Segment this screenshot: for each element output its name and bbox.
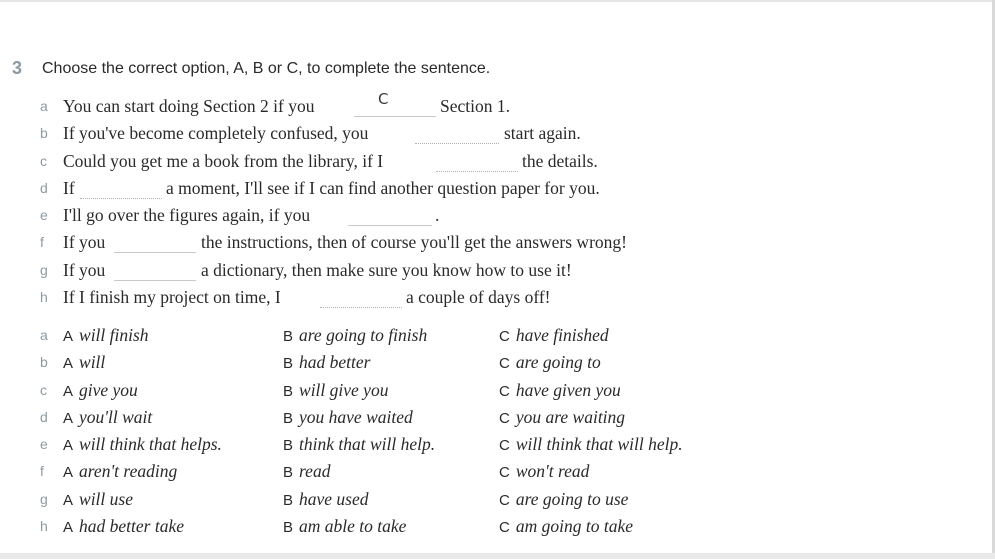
- sentence-text-before: I'll go over the figures again, if you: [63, 205, 311, 226]
- option-a[interactable]: [63, 325, 149, 346]
- sentence-text-before: If: [63, 177, 75, 198]
- sentence-text-after: a couple of days off!: [406, 287, 551, 308]
- option-b-text: have used: [299, 488, 369, 509]
- option-b[interactable]: [283, 407, 413, 428]
- sentence-letter: c: [40, 152, 47, 169]
- answer-blank[interactable]: [80, 198, 162, 199]
- option-row: [40, 352, 760, 379]
- option-b-label: B: [283, 355, 294, 373]
- sentence-letter: b: [40, 125, 48, 142]
- option-c-text: are going to use: [515, 488, 629, 509]
- sentence-text-before: If you've become completely confused, you: [63, 123, 369, 144]
- sentence-text-before: If you: [63, 259, 106, 280]
- sentence-text-after: start again.: [504, 123, 581, 144]
- sentence-letter: a: [40, 98, 48, 114]
- option-row: [40, 325, 760, 352]
- sentence-text-after: a dictionary, then make sure you know how to use it!: [201, 259, 572, 280]
- option-a-text: you'll wait: [79, 406, 153, 427]
- sentence-item: [40, 205, 760, 232]
- sentence-text-after: the instructions, then of course you'll get the answers wrong!: [201, 232, 627, 253]
- answer-blank[interactable]: [415, 143, 499, 144]
- option-b-label: B: [283, 328, 294, 345]
- option-b-label: B: [283, 519, 294, 537]
- answer-blank[interactable]: [114, 280, 196, 281]
- option-b[interactable]: [283, 434, 435, 455]
- answer-blank[interactable]: [354, 116, 436, 117]
- option-a-label: A: [63, 491, 74, 509]
- option-a[interactable]: [63, 380, 138, 401]
- option-b-label: B: [283, 437, 294, 455]
- option-row-letter: e: [40, 436, 48, 453]
- option-c-label: C: [499, 464, 510, 482]
- option-a-label: A: [63, 355, 74, 373]
- option-row-letter: f: [40, 463, 44, 480]
- sentence-letter: h: [40, 289, 48, 306]
- sentence-item: [40, 232, 760, 259]
- option-b-label: B: [283, 464, 294, 482]
- option-c-text: will think that will help.: [515, 434, 683, 455]
- option-row: [40, 434, 760, 461]
- option-c[interactable]: [499, 489, 628, 510]
- option-c[interactable]: [499, 516, 633, 537]
- exercise-number: 3: [12, 58, 23, 78]
- option-list: [40, 325, 760, 543]
- sentence-letter: g: [40, 261, 48, 278]
- option-a-label: A: [63, 382, 74, 400]
- option-row: [40, 489, 760, 516]
- option-b-text: had better: [299, 352, 371, 373]
- sentence-item: [40, 151, 760, 178]
- option-row-letter: d: [40, 408, 48, 425]
- option-a-text: will think that helps.: [79, 434, 222, 455]
- option-a-text: will use: [79, 488, 133, 509]
- option-c-text: have given you: [515, 379, 621, 400]
- option-a-label: A: [63, 519, 74, 537]
- option-c-label: C: [499, 519, 510, 537]
- option-a[interactable]: [63, 489, 133, 510]
- sentence-text-after: .: [435, 205, 440, 226]
- option-c-label: C: [499, 355, 510, 373]
- option-b-label: B: [283, 382, 294, 400]
- answer-blank[interactable]: [320, 307, 402, 308]
- option-c[interactable]: [499, 352, 601, 373]
- option-a[interactable]: [63, 352, 105, 373]
- sentence-list: [40, 90, 760, 314]
- option-c[interactable]: [499, 380, 621, 401]
- option-a-text: give you: [79, 379, 138, 400]
- option-c-text: am going to take: [515, 516, 633, 537]
- top-rule: [0, 0, 995, 2]
- option-a-text: will: [79, 352, 106, 373]
- option-c-text: you are waiting: [515, 406, 626, 427]
- option-c-text: have finished: [515, 325, 609, 345]
- option-row-letter: c: [40, 381, 47, 398]
- sentence-text-after: the details.: [522, 150, 598, 171]
- sentence-text-before: You can start doing Section 2 if you: [63, 96, 315, 116]
- option-c[interactable]: [499, 325, 609, 346]
- option-b[interactable]: [283, 461, 330, 482]
- sentence-text-before: If you: [63, 232, 106, 253]
- bottom-edge-bar: [0, 553, 995, 559]
- option-c-label: C: [499, 491, 510, 509]
- option-c-text: are going to: [515, 352, 601, 373]
- answer-blank[interactable]: [348, 225, 432, 226]
- option-c-label: C: [499, 328, 510, 345]
- option-b[interactable]: [283, 380, 388, 401]
- option-a-text: aren't reading: [79, 461, 178, 482]
- option-a-text: had better take: [79, 516, 184, 537]
- option-a[interactable]: [63, 461, 177, 482]
- sentence-letter: f: [40, 234, 44, 251]
- option-b-text: are going to finish: [299, 325, 428, 345]
- option-a[interactable]: [63, 516, 184, 537]
- sentence-text-before: If I finish my project on time, I: [63, 287, 281, 308]
- option-a-label: A: [63, 437, 74, 455]
- option-row-letter: b: [40, 354, 48, 371]
- exercise-instruction: Choose the correct option, A, B or C, to complete the sentence.: [42, 60, 491, 77]
- option-a-label: A: [63, 328, 74, 345]
- sentence-text-before: Could you get me a book from the library, if I: [63, 150, 384, 171]
- sentence-text-after: Section 1.: [440, 96, 510, 116]
- option-b-label: B: [283, 491, 294, 509]
- option-b-text: am able to take: [299, 516, 407, 537]
- option-c[interactable]: [499, 434, 683, 455]
- sentence-item: [40, 90, 760, 123]
- option-b-label: B: [283, 409, 294, 427]
- option-b[interactable]: [283, 516, 406, 537]
- sentence-item: [40, 123, 760, 150]
- option-b[interactable]: [283, 489, 369, 510]
- option-b[interactable]: [283, 352, 370, 373]
- sentence-text-after: a moment, I'll see if I can find another question paper for you.: [166, 177, 600, 198]
- answer-blank[interactable]: [114, 252, 196, 253]
- option-b-text: you have waited: [299, 406, 413, 427]
- option-c[interactable]: [499, 461, 589, 482]
- option-row: [40, 380, 760, 407]
- option-a-label: A: [63, 409, 74, 427]
- sentence-letter: d: [40, 179, 48, 196]
- option-c[interactable]: [499, 407, 625, 428]
- sentence-letter: e: [40, 207, 48, 224]
- option-row: [40, 407, 760, 434]
- option-a[interactable]: [63, 434, 222, 455]
- option-row-letter: g: [40, 490, 48, 507]
- option-b-text: think that will help.: [299, 434, 436, 455]
- option-a-label: A: [63, 464, 74, 482]
- option-row: [40, 516, 760, 543]
- option-b-text: read: [299, 461, 331, 482]
- option-a[interactable]: [63, 407, 152, 428]
- option-row-letter: h: [40, 518, 48, 535]
- option-c-label: C: [499, 382, 510, 400]
- answer-blank[interactable]: [436, 171, 518, 172]
- option-b[interactable]: [283, 325, 427, 346]
- sentence-item: [40, 260, 760, 287]
- option-c-label: C: [499, 437, 510, 455]
- sentence-item: [40, 178, 760, 205]
- option-row: [40, 461, 760, 488]
- handwritten-answer: C: [378, 90, 389, 108]
- option-a-text: will finish: [79, 325, 149, 345]
- option-b-text: will give you: [299, 379, 389, 400]
- option-row-letter: a: [40, 327, 48, 343]
- option-c-text: won't read: [515, 461, 590, 482]
- sentence-item: [40, 287, 760, 314]
- option-c-label: C: [499, 409, 510, 427]
